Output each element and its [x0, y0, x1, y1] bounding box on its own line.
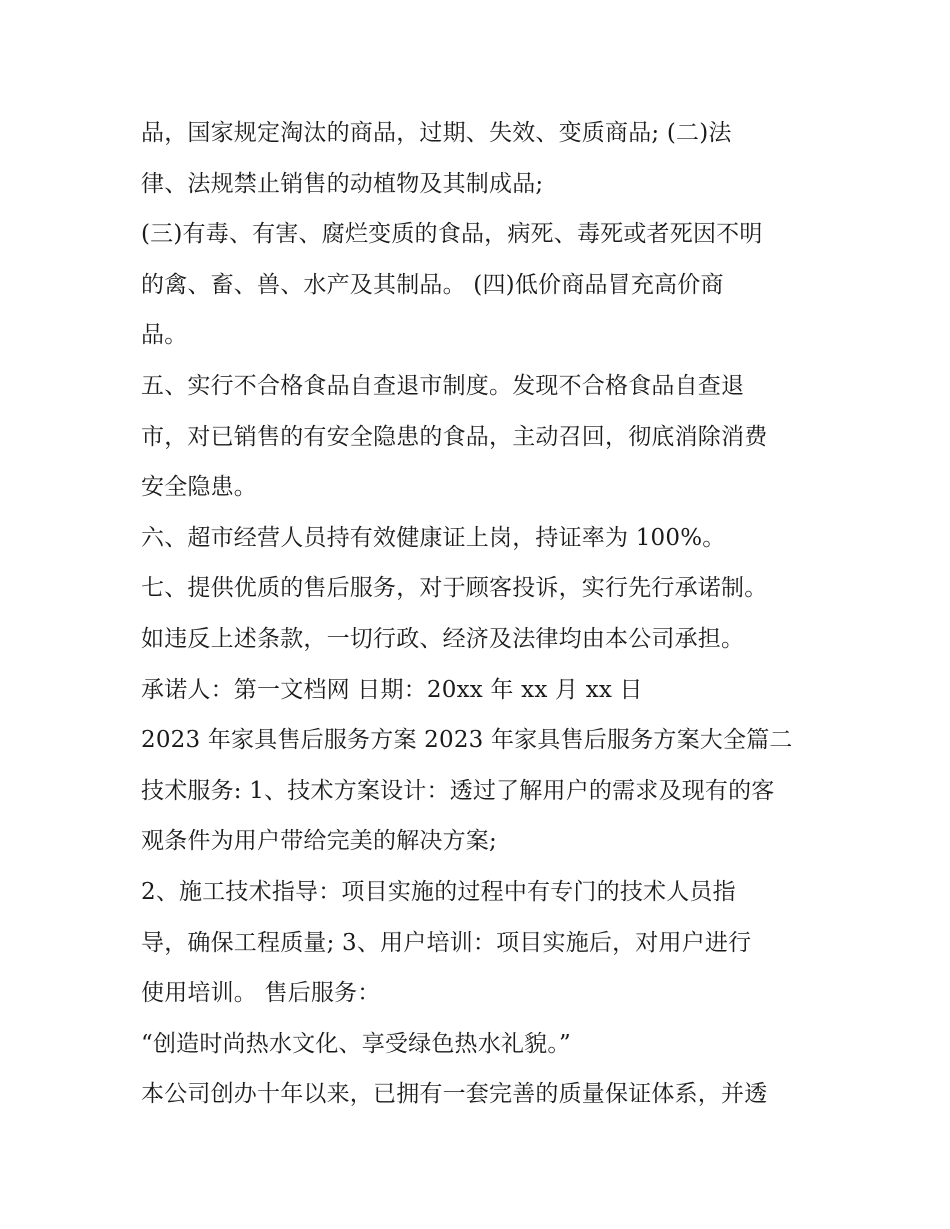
text-line: 安全隐患。 [141, 474, 257, 501]
text-line: 技术服务: 1、技术方案设计：透过了解用户的需求及现有的客 [141, 777, 775, 804]
text-line: 本公司创办十年以来，已拥有一套完善的质量保证体系，并透 [141, 1081, 768, 1108]
text-line: 2023 年家具售后服务方案 2023 年家具售后服务方案大全篇二 [141, 727, 793, 754]
text-line: 律、法规禁止销售的动植物及其制成品; [141, 170, 544, 197]
text-line: 品，国家规定淘汰的商品，过期、失效、变质商品; (二)法 [141, 120, 732, 146]
text-line: 品。 [141, 322, 188, 349]
text-line: 导，确保工程质量; 3、用户培训：项目实施后，对用户进行 [141, 929, 752, 956]
text-line: 六、超市经营人员持有效健康证上岗，持证率为 100%。 [141, 524, 726, 551]
text-line: (三)有毒、有害、腐烂变质的食品，病死、毒死或者死因不明 [141, 221, 763, 248]
text-line: 市，对已销售的有安全隐患的食品，主动召回，彻底消除消费 [141, 423, 768, 450]
document-body [141, 108, 831, 1120]
text-line: 七、提供优质的售后服务，对于顾客投诉，实行先行承诺制。 [141, 575, 768, 602]
text-line: 的禽、畜、兽、水产及其制品。 (四)低价商品冒充高价商 [141, 271, 724, 298]
text-line: 2、施工技术指导：项目实施的过程中有专门的技术人员指 [141, 878, 736, 905]
text-line: 使用培训。 售后服务： [141, 980, 381, 1007]
text-line: 五、实行不合格食品自查退市制度。发现不合格食品自查退 [141, 372, 745, 399]
text-line: 承诺人：第一文档网 日期：20xx 年 xx 月 xx 日 [141, 676, 643, 703]
text-line: 观条件为用户带给完美的解决方案; [141, 828, 497, 855]
text-line: “创造时尚热水文化、享受绿色热水礼貌。” [141, 1030, 572, 1057]
text-line: 如违反上述条款，一切行政、经济及法律均由本公司承担。 [141, 625, 745, 652]
